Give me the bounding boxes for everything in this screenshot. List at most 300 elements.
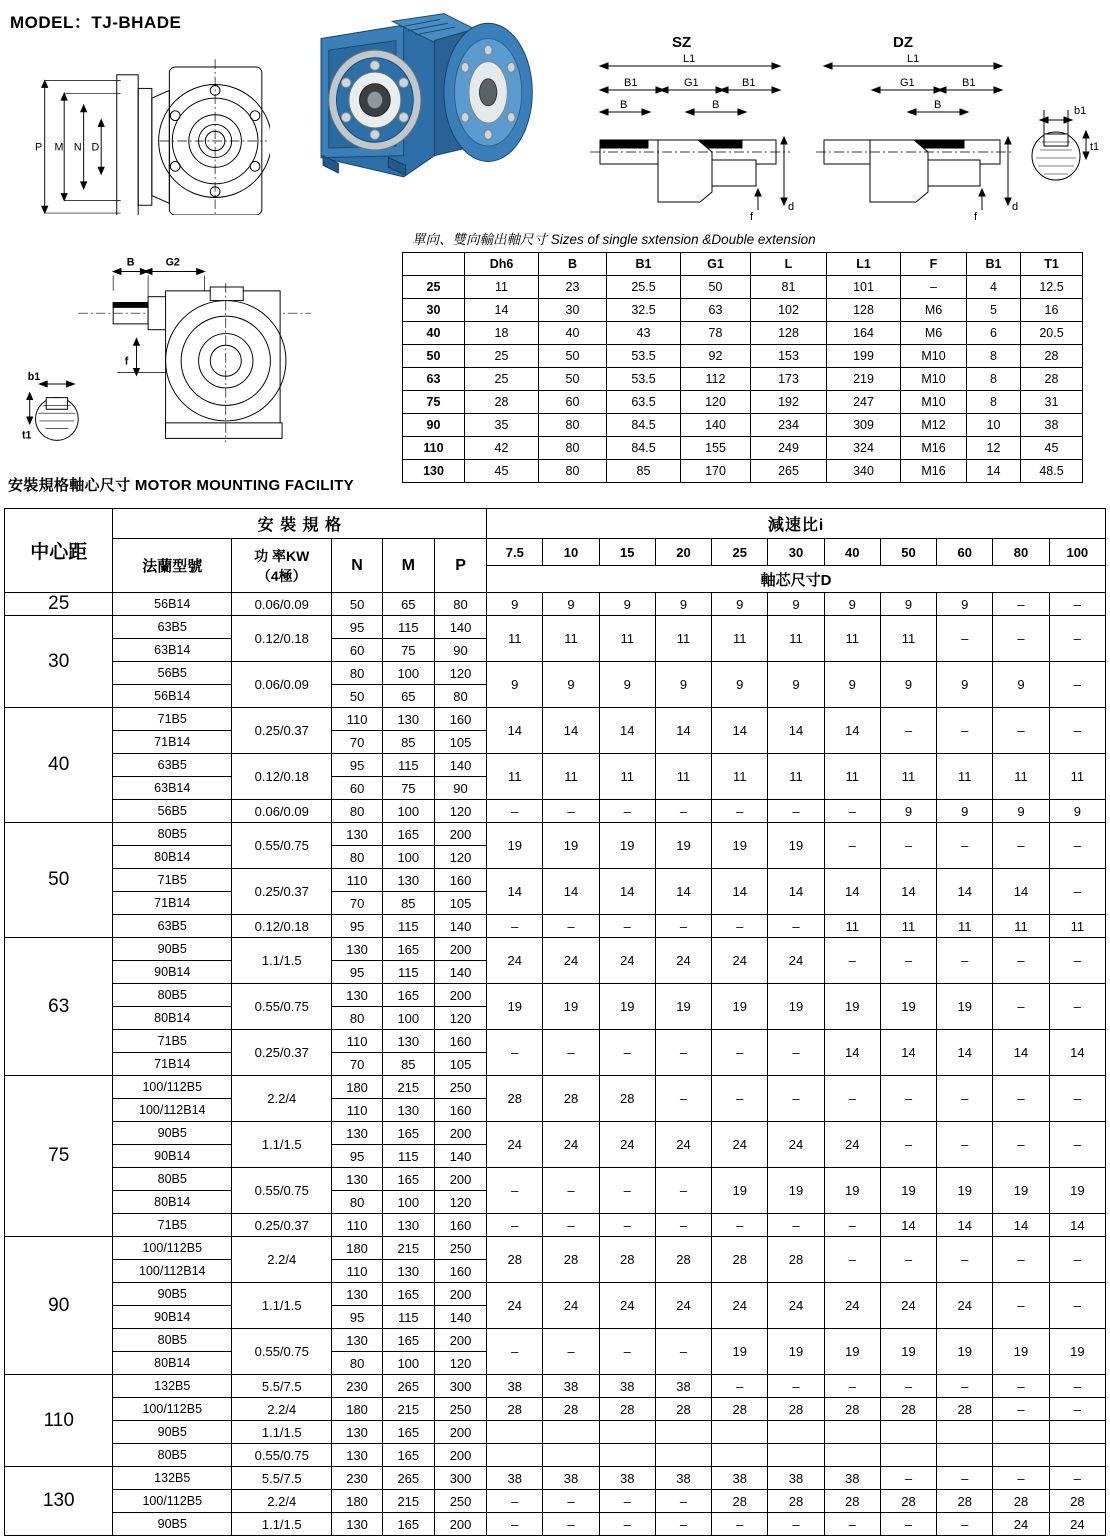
shaft-d-value-cell: – [655,1513,711,1536]
n-value-cell: 180 [332,1490,382,1513]
shaft-d-value-cell: – [937,938,993,984]
shaft-d-value-cell: – [824,1513,880,1536]
flange-model-cell: 132B5 [113,1375,232,1398]
shaft-d-value-cell: 9 [824,593,880,616]
shaft-d-value-cell: – [599,1030,655,1076]
flange-model-cell: 80B14 [113,1007,232,1030]
shaft-d-value-cell: – [1049,1122,1105,1168]
shaft-d-value-cell: 38 [824,1467,880,1490]
shaft-d-value-cell: 11 [487,754,543,800]
shaft-d-value-cell: – [824,823,880,869]
dim-label-N: N [73,141,82,154]
shaft-d-value-cell: 19 [487,823,543,869]
shaft-size-cell: 75 [403,391,465,414]
svg-text:f: f [124,355,129,368]
table-row [403,368,1083,391]
n-value-cell: 230 [332,1467,382,1490]
shaft-d-value-cell: – [824,1076,880,1122]
flange-model-cell: 80B5 [113,984,232,1007]
shaft-d-value-cell: 28 [712,1237,768,1283]
p-value-cell: 120 [434,1352,486,1375]
flange-model-cell: 71B14 [113,892,232,915]
n-value-cell: 80 [332,1007,382,1030]
shaft-value-cell: 80 [539,437,607,460]
shaft-d-value-cell: – [824,1375,880,1398]
shaft-d-value-cell: – [655,1168,711,1214]
m-value-cell: 100 [382,1191,434,1214]
shaft-d-value-cell: 24 [543,1283,599,1329]
shaft-value-cell: 25.5 [607,276,681,299]
col-flange-model: 法蘭型號 [113,539,232,593]
svg-text:f: f [750,211,754,222]
shaft-d-value-cell: 9 [768,662,824,708]
n-value-cell: 95 [332,961,382,984]
shaft-value-cell: 32.5 [607,299,681,322]
shaft-value-cell: 28 [1021,345,1083,368]
center-distance-cell: 130 [5,1467,113,1536]
shaft-d-value-cell [1049,1444,1105,1467]
shaft-d-value-cell: 11 [880,915,936,938]
shaft-value-cell: 20.5 [1021,322,1083,345]
shaft-d-value-cell: 28 [768,1237,824,1283]
shaft-d-value-cell: 24 [487,1283,543,1329]
m-value-cell: 100 [382,1007,434,1030]
flange-model-cell: 56B14 [113,685,232,708]
m-value-cell: 85 [382,1053,434,1076]
shaft-d-value-cell: 28 [543,1076,599,1122]
shaft-d-value-cell: 19 [993,1329,1049,1375]
page-title: MODEL：TJ-BHADE [10,13,182,32]
shaft-d-value-cell: 24 [655,1122,711,1168]
shaft-d-value-cell: 19 [768,1329,824,1375]
ratio-10: 10 [543,539,599,566]
shaft-col-b1b: B1 [967,253,1021,276]
shaft-d-value-cell [599,1444,655,1467]
shaft-d-value-cell: – [768,1030,824,1076]
shaft-value-cell: 11 [465,276,539,299]
shaft-d-value-cell: – [1049,616,1105,662]
shaft-d-value-cell: 9 [993,800,1049,823]
table-row [5,1283,1106,1306]
table-row [5,593,1106,616]
shaft-d-value-cell: 19 [1049,1329,1105,1375]
shaft-table-header-row [403,253,1083,276]
shaft-d-value-cell: 38 [543,1375,599,1398]
flange-model-cell: 100/112B5 [113,1237,232,1260]
p-value-cell: 200 [434,1168,486,1191]
svg-text:d: d [1012,201,1019,213]
shaft-value-cell: 92 [681,345,751,368]
shaft-d-value-cell: 19 [824,1168,880,1214]
col-center-distance: 中心距 [5,509,113,593]
motor-mounting-table [4,508,1106,1536]
n-value-cell: 110 [332,1030,382,1053]
m-value-cell: 85 [382,892,434,915]
n-value-cell: 230 [332,1375,382,1398]
flange-model-cell: 80B14 [113,846,232,869]
shaft-d-value-cell: 38 [543,1467,599,1490]
power-cell: 0.06/0.09 [232,800,332,823]
m-value-cell: 115 [382,754,434,777]
svg-text:B1: B1 [624,77,638,89]
m-value-cell: 165 [382,1168,434,1191]
m-value-cell: 215 [382,1490,434,1513]
m-value-cell: 215 [382,1237,434,1260]
shaft-d-value-cell: 24 [824,1122,880,1168]
p-value-cell: 250 [434,1076,486,1099]
shaft-d-value-cell: 28 [599,1076,655,1122]
flange-model-cell: 56B14 [113,593,232,616]
shaft-d-value-cell: 24 [880,1283,936,1329]
n-value-cell: 130 [332,938,382,961]
shaft-d-value-cell: 19 [768,823,824,869]
shaft-d-value-cell [712,1444,768,1467]
shaft-d-value-cell: 19 [599,823,655,869]
shaft-d-value-cell: – [937,708,993,754]
shaft-value-cell: 28 [1021,368,1083,391]
shaft-d-value-cell [768,1444,824,1467]
shaft-d-value-cell: 9 [880,800,936,823]
table-row [403,437,1083,460]
shaft-d-value-cell: – [880,1237,936,1283]
shaft-value-cell: 45 [1021,437,1083,460]
shaft-d-value-cell: 9 [487,662,543,708]
shaft-table-caption: 單向、雙向輸出軸尺寸 Sizes of single sxtension &Double extension [412,232,816,247]
shaft-col-g1: G1 [681,253,751,276]
shaft-d-value-cell: – [655,1214,711,1237]
svg-text:L1: L1 [683,53,696,65]
power-cell: 0.12/0.18 [232,754,332,800]
shaft-d-value-cell: 19 [937,984,993,1030]
p-value-cell: 105 [434,892,486,915]
shaft-d-value-cell: 24 [599,1283,655,1329]
shaft-d-value-cell: 14 [599,869,655,915]
shaft-d-value-cell: 14 [824,1030,880,1076]
flange-model-cell: 80B5 [113,1168,232,1191]
n-value-cell: 50 [332,685,382,708]
shaft-d-value-cell: 24 [543,938,599,984]
shaft-d-value-cell: – [599,1490,655,1513]
svg-text:B: B [712,99,720,111]
shaft-value-cell: 42 [465,437,539,460]
m-value-cell: 165 [382,984,434,1007]
table-row [5,1329,1106,1352]
shaft-d-value-cell: 28 [487,1076,543,1122]
dim-label-M: M [54,141,64,154]
table-row [5,1421,1106,1444]
shaft-d-value-cell: – [1049,869,1105,915]
shaft-d-value-cell: 38 [487,1467,543,1490]
shaft-d-value-cell: – [937,1375,993,1398]
shaft-d-value-cell: – [1049,938,1105,984]
flange-model-cell: 63B5 [113,754,232,777]
shaft-col-l1: L1 [827,253,901,276]
shaft-d-value-cell: 14 [1049,1214,1105,1237]
shaft-d-value-cell: – [880,1513,936,1536]
shaft-d-value-cell: – [880,1076,936,1122]
shaft-d-value-cell: 19 [937,1329,993,1375]
p-value-cell: 200 [434,1421,486,1444]
svg-text:B: B [620,99,628,111]
shaft-value-cell: 84.5 [607,437,681,460]
shaft-d-value-cell: – [1049,1283,1105,1329]
p-value-cell: 140 [434,616,486,639]
shaft-d-value-cell: 24 [712,1122,768,1168]
m-value-cell: 130 [382,1260,434,1283]
shaft-d-value-cell: 24 [487,1122,543,1168]
m-value-cell: 75 [382,777,434,800]
shaft-dim-d-label: 軸芯尺寸D [487,566,1106,593]
n-value-cell: 130 [332,1122,382,1145]
svg-text:B: B [126,256,135,269]
shaft-d-value-cell: 19 [712,823,768,869]
flange-model-cell: 80B5 [113,1444,232,1467]
shaft-value-cell: 50 [539,368,607,391]
shaft-value-cell: 48.5 [1021,460,1083,483]
table-row [5,1214,1106,1237]
flange-model-cell: 100/112B14 [113,1099,232,1122]
shaft-d-value-cell: – [880,823,936,869]
svg-text:b1: b1 [1074,105,1087,117]
shaft-d-value-cell: 11 [1049,754,1105,800]
shaft-d-value-cell: 11 [1049,915,1105,938]
shaft-d-value-cell: 38 [712,1467,768,1490]
flange-model-cell: 132B5 [113,1467,232,1490]
shaft-d-value-cell: 14 [824,708,880,754]
shaft-size-cell: 90 [403,414,465,437]
n-value-cell: 70 [332,731,382,754]
m-value-cell: 65 [382,685,434,708]
ratio-80: 80 [993,539,1049,566]
table-row [5,1467,1106,1490]
shaft-value-cell: 265 [751,460,827,483]
shaft-d-value-cell: – [1049,1467,1105,1490]
group-reduction-ratio: 減速比i [487,509,1106,539]
shaft-value-cell: 45 [465,460,539,483]
shaft-d-value-cell: – [993,1283,1049,1329]
n-value-cell: 80 [332,846,382,869]
m-value-cell: 265 [382,1375,434,1398]
flange-model-cell: 56B5 [113,662,232,685]
group-mounting-spec: 安 裝 規 格 [113,509,487,539]
shaft-value-cell: 4 [967,276,1021,299]
flange-model-cell: 63B14 [113,639,232,662]
shaft-d-value-cell: 24 [599,1122,655,1168]
shaft-col-b1: B1 [607,253,681,276]
shaft-col-dh6: Dh6 [465,253,539,276]
shaft-d-value-cell: 14 [937,869,993,915]
shaft-value-cell: 40 [539,322,607,345]
n-value-cell: 180 [332,1237,382,1260]
table-row [403,322,1083,345]
shaft-value-cell: 164 [827,322,901,345]
shaft-value-cell: 5 [967,299,1021,322]
shaft-d-value-cell: 14 [880,1030,936,1076]
shaft-value-cell: 23 [539,276,607,299]
p-value-cell: 120 [434,1007,486,1030]
shaft-d-value-cell: 38 [599,1467,655,1490]
shaft-d-value-cell: – [993,984,1049,1030]
power-cell: 0.55/0.75 [232,823,332,869]
flange-model-cell: 71B5 [113,1030,232,1053]
shaft-d-value-cell: – [712,800,768,823]
m-value-cell: 115 [382,961,434,984]
sz-shaft-drawing [580,52,820,222]
shaft-d-value-cell: 11 [599,754,655,800]
shaft-value-cell: 35 [465,414,539,437]
ratio-25: 25 [712,539,768,566]
shaft-d-value-cell: 9 [937,662,993,708]
shaft-col-l: L [751,253,827,276]
shaft-value-cell: 81 [751,276,827,299]
m-value-cell: 100 [382,1352,434,1375]
flange-model-cell: 100/112B14 [113,1260,232,1283]
table-row [5,1122,1106,1145]
shaft-d-value-cell: 11 [993,915,1049,938]
shaft-d-value-cell: – [712,915,768,938]
p-value-cell: 120 [434,846,486,869]
p-value-cell: 200 [434,1329,486,1352]
shaft-d-value-cell: 14 [993,869,1049,915]
shaft-value-cell: 25 [465,368,539,391]
m-value-cell: 115 [382,616,434,639]
table-row [5,823,1106,846]
shaft-d-value-cell: 38 [599,1375,655,1398]
shaft-d-value-cell: 9 [655,662,711,708]
power-cell: 0.12/0.18 [232,915,332,938]
flange-model-cell: 71B14 [113,1053,232,1076]
shaft-d-value-cell: 19 [824,1329,880,1375]
shaft-d-value-cell: 11 [655,616,711,662]
power-cell: 1.1/1.5 [232,1122,332,1168]
shaft-d-value-cell: 24 [824,1283,880,1329]
p-value-cell: 200 [434,984,486,1007]
power-cell: 2.2/4 [232,1076,332,1122]
shaft-value-cell: 8 [967,368,1021,391]
shaft-d-value-cell: – [655,1490,711,1513]
shaft-d-value-cell [993,1421,1049,1444]
shaft-d-value-cell: – [768,1214,824,1237]
shaft-d-value-cell: 9 [824,662,880,708]
dz-label: DZ [893,34,913,51]
shaft-d-value-cell: 19 [880,984,936,1030]
svg-text:G2: G2 [165,256,180,269]
shaft-value-cell: 120 [681,391,751,414]
shaft-d-value-cell: 11 [655,754,711,800]
p-value-cell: 105 [434,731,486,754]
power-cell: 0.55/0.75 [232,1168,332,1214]
n-value-cell: 130 [332,1283,382,1306]
shaft-d-value-cell: 28 [937,1398,993,1421]
n-value-cell: 130 [332,823,382,846]
p-value-cell: 140 [434,754,486,777]
shaft-d-value-cell: 24 [768,938,824,984]
gearbox-flange-drawing [20,30,270,215]
shaft-d-value-cell: 9 [937,593,993,616]
shaft-d-value-cell: 28 [768,1398,824,1421]
shaft-d-value-cell: 28 [599,1237,655,1283]
shaft-d-value-cell: 19 [543,823,599,869]
ratio-20: 20 [655,539,711,566]
flange-model-cell: 63B14 [113,777,232,800]
shaft-d-value-cell: 11 [768,616,824,662]
p-value-cell: 160 [434,708,486,731]
table-row [5,800,1106,823]
shaft-value-cell: 249 [751,437,827,460]
shaft-d-value-cell: 11 [824,915,880,938]
shaft-d-value-cell: – [655,915,711,938]
power-cell: 0.55/0.75 [232,984,332,1030]
shaft-value-cell: 173 [751,368,827,391]
shaft-d-value-cell: – [655,1030,711,1076]
shaft-d-value-cell: 9 [993,662,1049,708]
shaft-d-value-cell: 19 [655,823,711,869]
table-row [5,1490,1106,1513]
shaft-size-cell: 130 [403,460,465,483]
shaft-value-cell: M10 [901,391,967,414]
m-value-cell: 100 [382,800,434,823]
center-distance-cell: 40 [5,708,113,823]
shaft-value-cell: 53.5 [607,368,681,391]
shaft-value-cell: 84.5 [607,414,681,437]
center-distance-cell: 75 [5,1076,113,1237]
n-value-cell: 95 [332,1145,382,1168]
table-row [403,414,1083,437]
shaft-size-cell: 110 [403,437,465,460]
table-row [403,345,1083,368]
power-cell: 2.2/4 [232,1490,332,1513]
shaft-d-value-cell: – [993,1467,1049,1490]
shaft-d-value-cell: 24 [993,1513,1049,1536]
shaft-d-value-cell: 28 [1049,1490,1105,1513]
m-value-cell: 165 [382,938,434,961]
shaft-value-cell: 53.5 [607,345,681,368]
table-row [5,1076,1106,1099]
shaft-d-value-cell: 19 [768,1168,824,1214]
shaft-d-value-cell: 14 [880,869,936,915]
shaft-value-cell: 340 [827,460,901,483]
shaft-d-value-cell: 14 [599,708,655,754]
shaft-d-value-cell: 14 [487,869,543,915]
shaft-value-cell: 63.5 [607,391,681,414]
shaft-d-value-cell: 11 [880,616,936,662]
shaft-d-value-cell: – [993,1076,1049,1122]
shaft-d-value-cell: 24 [768,1283,824,1329]
shaft-d-value-cell: 11 [824,616,880,662]
n-value-cell: 110 [332,1260,382,1283]
power-cell: 1.1/1.5 [232,1283,332,1329]
m-value-cell: 165 [382,823,434,846]
shaft-value-cell: 247 [827,391,901,414]
shaft-d-value-cell: 9 [487,593,543,616]
shaft-d-value-cell: – [937,1076,993,1122]
shaft-d-value-cell: 19 [712,984,768,1030]
n-value-cell: 95 [332,616,382,639]
shaft-d-value-cell: 28 [712,1398,768,1421]
m-value-cell: 115 [382,1306,434,1329]
shaft-d-value-cell: 38 [655,1375,711,1398]
shaft-d-value-cell: – [768,1076,824,1122]
table-row [403,460,1083,483]
shaft-d-value-cell: 14 [543,869,599,915]
p-value-cell: 200 [434,938,486,961]
svg-text:t1: t1 [1090,141,1100,153]
shaft-value-cell: 128 [827,299,901,322]
m-value-cell: 165 [382,1283,434,1306]
shaft-d-value-cell: – [487,1329,543,1375]
shaft-value-cell: 18 [465,322,539,345]
ratio-15: 15 [599,539,655,566]
